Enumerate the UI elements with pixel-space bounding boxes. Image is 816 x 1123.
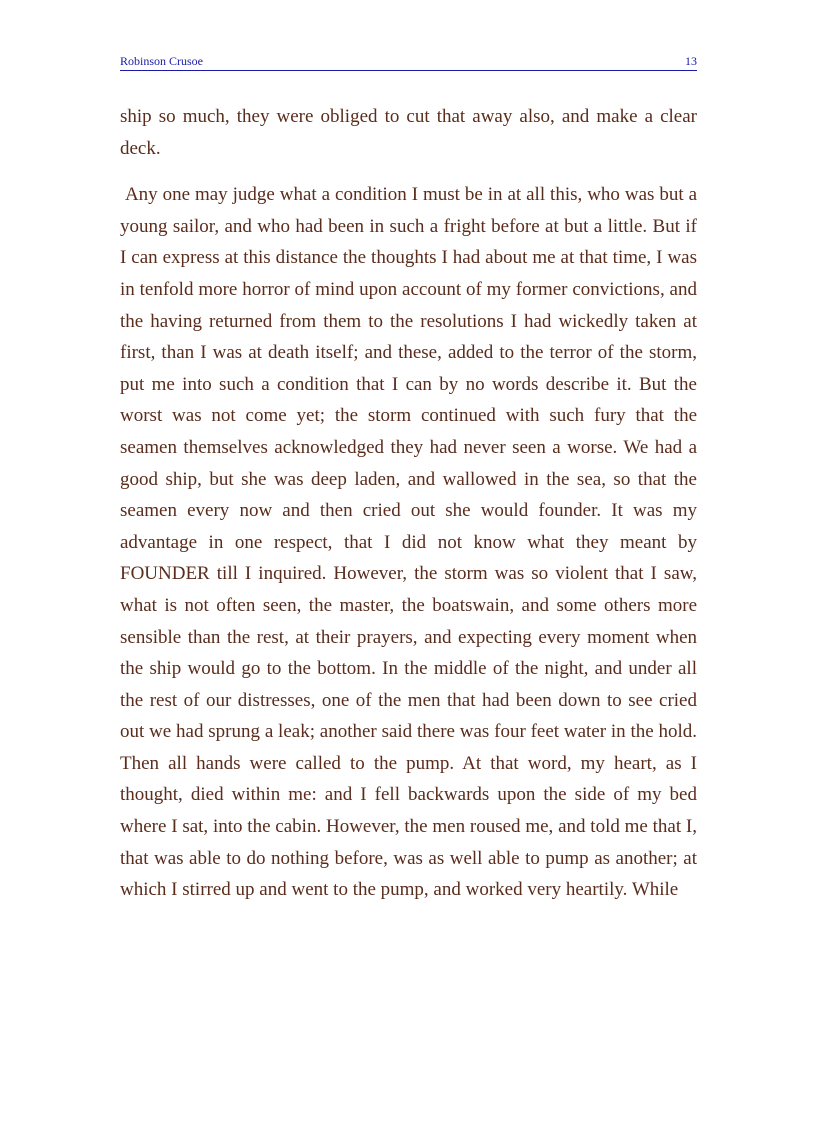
page-number: 13 xyxy=(685,54,697,68)
paragraph-continuation: ship so much, they were obliged to cut that away also, and make a clear deck. xyxy=(120,106,697,159)
paragraph-storm: Any one may judge what a condition I must be in at all this, who was but a young sailor, and who had been in such a fright before at but a little. But if I can express at this distance the thoughts I had about me at that time, I was in tenfold more horror of mind upon account of my former convictions, and the having returned from them to the resolutions I had wickedly taken at first, than I was at death itself; and these, added to the terror of the storm, put me into such a condition that I can by no words describe it. But the worst was not come yet; the storm continued with such fury that the seamen themselves acknowledged they had never seen a worse. We had a good ship, but she was deep laden, and wallowed in the sea, so that the seamen every now and then cried out she would founder. It was my advantage in one respect, that I did not know what they meant by FOUNDER till I inquired. However, the storm was so violent that I saw, what is not often seen, the master, the boatswain, and some others more sensible than the rest, at their prayers, and expecting every moment when the ship would go to the bottom. In the middle of the night, and under all the rest of our distresses, one of the men that had been down to see cried out we had sprung a leak; another said there was four feet water in the hold. Then all hands were called to the pump. At that word, my heart, as I thought, died within me: and I fell backwards upon the side of my bed where I sat, into the cabin. However, the men roused me, and told me that I, that was able to do nothing before, was as well able to pump as another; at which I stirred up and went to the pump, and worked very heartily. While xyxy=(120,184,697,901)
running-header xyxy=(120,54,697,71)
page-body xyxy=(120,101,697,906)
header-book-title-link[interactable]: Robinson Crusoe xyxy=(120,54,204,68)
